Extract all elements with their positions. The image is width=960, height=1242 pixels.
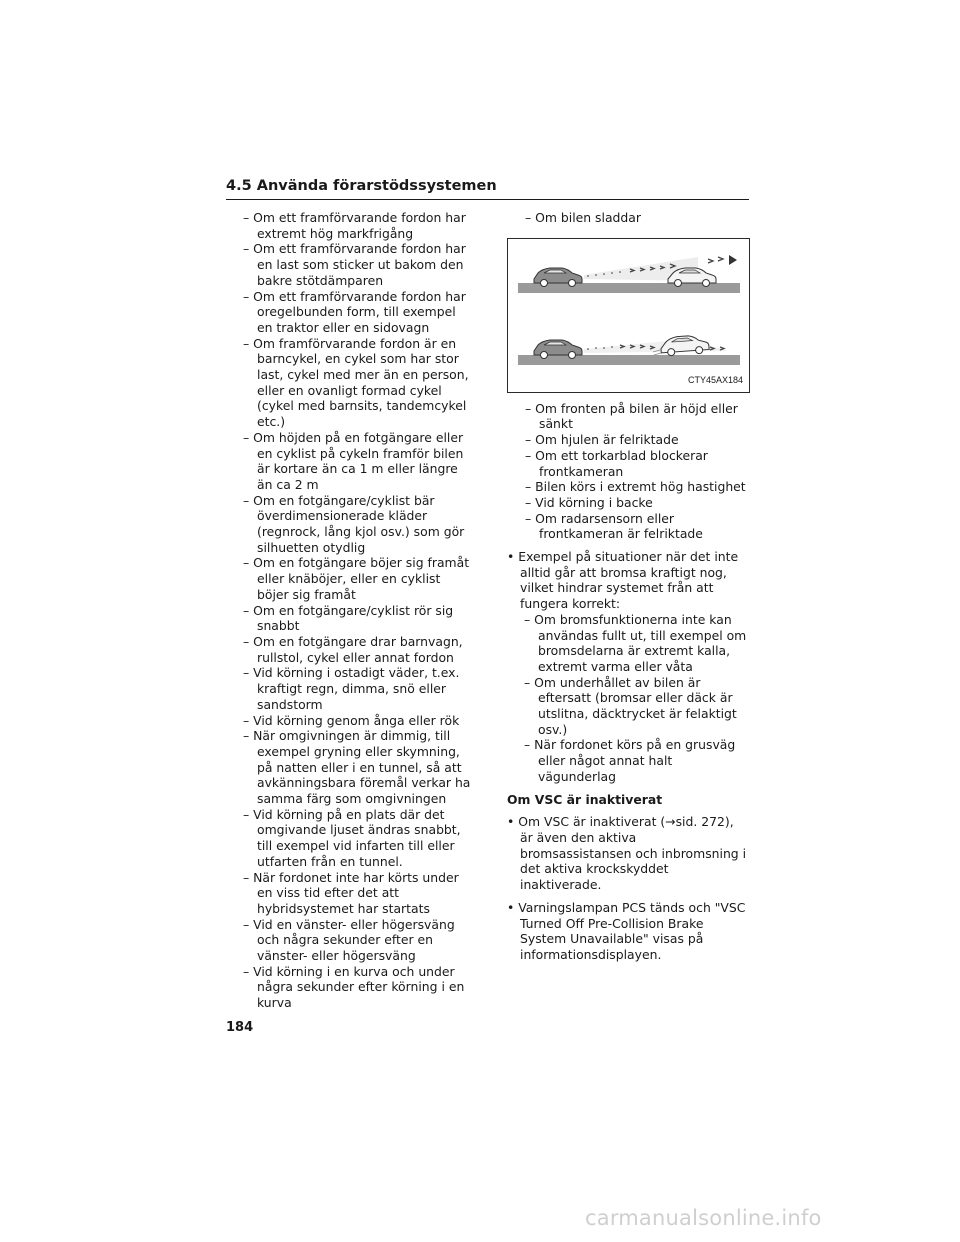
list-item: – Om hjulen är felriktade [525, 432, 679, 448]
list-item: – Om ett framförvarande fordon har en last som sticker ut bakom den bakre stötdämparen [243, 241, 466, 288]
list-item: – Vid körning genom ånga eller rök [243, 712, 460, 728]
section-header: 4.5 Använda förarstödssystemen [226, 178, 497, 194]
list-item: – Vid körning i ostadigt väder, t.ex. kraftigt regn, dimma, snö eller sandstorm [243, 665, 460, 712]
list-item: – Om radarsensorn eller frontkameran är felriktade [525, 510, 703, 542]
list-item: – Vid körning i en kurva och under några sekunder efter körning i en kurva [243, 963, 465, 1011]
list-item: – Om en fotgängare drar barnvagn, rullstol, cykel eller annat fordon [243, 633, 463, 665]
bullet-item: • Exempel på situationer när det inte alltid går att bromsa kraftigt nog, vilket hindrar systemet från att fungera korrekt: [507, 549, 739, 612]
list-item: – Om en fotgängare/cyklist bär överdimensionerade kläder (regnrock, lång kjol osv.) som gör silhuetten otydlig [243, 492, 465, 555]
list-item: – Om framförvarande fordon är en barncykel, en cykel som har stor last, cykel med mer än en person, eller en ovanligt formad cykel (cykel med barnsits, tandemcykel etc.) [243, 335, 469, 430]
bullet-item: • Om VSC är inaktiverat (→sid. 272), är även den aktiva bromsassistansen och inbromsning i det aktiva krockskyddet inaktiverade. [507, 814, 747, 893]
list-item: – Om höjden på en fotgängare eller en cyklist på cykeln framför bilen är kortare än ca 1 m eller längre än ca 2 m [243, 429, 464, 492]
list-item: – Bilen körs i extremt hög hastighet [525, 479, 746, 495]
header-divider [226, 199, 749, 200]
list-item: – Vid en vänster- eller högersväng och några sekunder efter en vänster- eller högersväng [243, 916, 455, 964]
list-item: – Om ett framförvarande fordon har oregelbunden form, till exempel en traktor eller en sidovagn [243, 288, 466, 335]
list-item: – Om ett torkarblad blockerar frontkameran [525, 447, 708, 479]
list-item: – Om bromsfunktionerna inte kan användas fullt ut, till exempel om bromsdelarna är extremt kalla, extremt varma eller våta [524, 611, 747, 674]
list-item: – Om bilen sladdar [525, 210, 641, 225]
section-subheading: Om VSC är inaktiverat [507, 791, 663, 807]
figure-code: CTY45AX184 [687, 375, 743, 385]
right-column [507, 210, 750, 963]
list-item: – Om en fotgängare böjer sig framåt eller knäböjer, eller en cyklist böjer sig framåt [243, 555, 470, 602]
list-item: – När fordonet körs på en grusväg eller något annat halt vägunderlag [524, 737, 736, 784]
list-item: – När omgivningen är dimmig, till exempel gryning eller skymning, på natten eller i en tunnel, så att avkänningsbara föremål verkar ha samma färg som omgivningen [243, 728, 471, 807]
page-number: 184 [226, 1020, 254, 1035]
list-item: – Om en fotgängare/cyklist rör sig snabbt [243, 602, 454, 634]
list-item: – Vid körning i backe [525, 494, 653, 510]
car-radar-skid-illustration-icon [508, 239, 749, 392]
list-item: – Om underhållet av bilen är eftersatt (bromsar eller däck är utslitna, däcktrycket är felaktigt osv.) [524, 674, 737, 737]
watermark: carmanualsonline.info [585, 1206, 822, 1230]
left-column [243, 210, 471, 1011]
list-item: – Vid körning på en plats där det omgivande ljuset ändras snabbt, till exempel vid infarten till eller utfarten från en tunnel. [243, 806, 461, 869]
list-item: – När fordonet inte har körts under en viss tid efter det att hybridsystemet har startats [243, 869, 459, 916]
list-item: – Om ett framförvarande fordon har extremt hög markfrigång [243, 210, 466, 241]
skid-figure [507, 238, 750, 393]
bullet-item: • Varningslampan PCS tänds och "VSC Turned Off Pre-Collision Brake System Unavailable" visas på informationsdisplayen. [507, 899, 746, 962]
list-item: – Om fronten på bilen är höjd eller sänkt [525, 400, 738, 432]
